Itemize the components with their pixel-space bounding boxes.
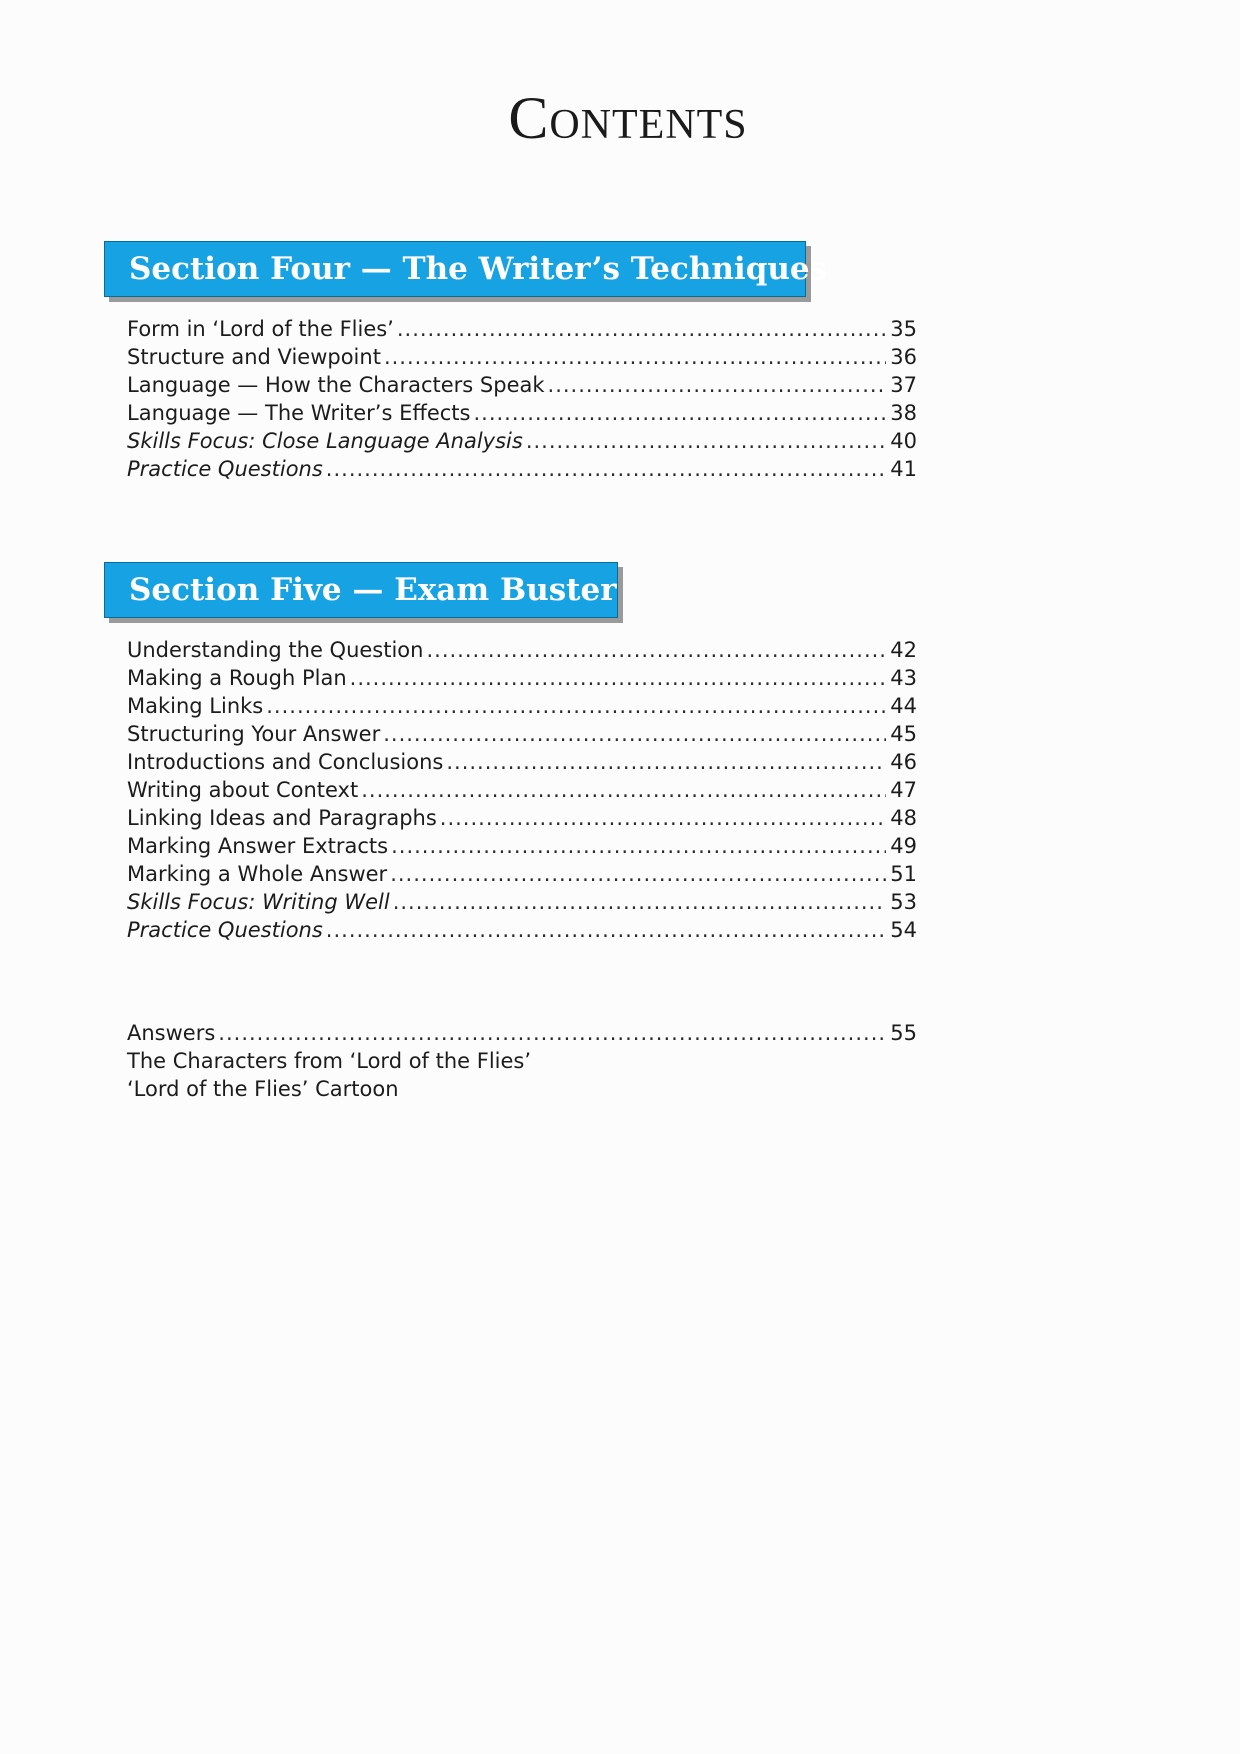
toc-entry-characters[interactable] (127, 1047, 917, 1075)
toc-entry-title: Understanding the Question (127, 638, 424, 662)
toc-leader-dots (384, 343, 886, 371)
toc-entry-title: Skills Focus: Writing Well (127, 890, 390, 914)
toc-entry[interactable] (127, 916, 917, 944)
section-five-toc-list (127, 636, 917, 944)
toc-entry-cartoon[interactable] (127, 1075, 917, 1103)
toc-leader-dots (350, 664, 887, 692)
toc-entry-page: 47 (890, 778, 917, 802)
toc-entry-title: Skills Focus: Close Language Analysis (127, 429, 523, 453)
toc-leader-dots (390, 860, 886, 888)
toc-entry[interactable] (127, 776, 917, 804)
toc-entry-title: Marking Answer Extracts (127, 834, 389, 858)
toc-entry-page: 43 (890, 666, 917, 690)
toc-entry-page: 45 (890, 722, 917, 746)
toc-leader-dots (526, 427, 886, 455)
toc-entry-page: 35 (890, 317, 917, 341)
toc-leader-dots (548, 371, 887, 399)
toc-entry-title: Structuring Your Answer (127, 722, 381, 746)
toc-entry[interactable] (127, 664, 917, 692)
toc-entry-title: Structure and Viewpoint (127, 345, 381, 369)
toc-entry-page: 37 (890, 373, 917, 397)
toc-entry-page: 38 (890, 401, 917, 425)
toc-entry[interactable] (127, 888, 917, 916)
toc-leader-dots (383, 720, 886, 748)
toc-entry-title: Practice Questions (127, 457, 323, 481)
toc-entry-page: 46 (890, 750, 917, 774)
toc-entry-title: Marking a Whole Answer (127, 862, 388, 886)
toc-entry-page: 48 (890, 806, 917, 830)
toc-entry[interactable] (127, 692, 917, 720)
toc-leader-dots (391, 832, 886, 860)
toc-leader-dots (218, 1019, 886, 1047)
toc-entry-page: 41 (890, 457, 917, 481)
toc-entry-title: The Characters from ‘Lord of the Flies’ (127, 1049, 532, 1073)
toc-entry-title: Practice Questions (127, 918, 323, 942)
toc-entry[interactable] (127, 720, 917, 748)
toc-entry-page: 49 (890, 834, 917, 858)
section-four-toc-list (127, 315, 917, 483)
toc-leader-dots (361, 776, 886, 804)
toc-entry[interactable] (127, 832, 917, 860)
toc-entry-page: 54 (890, 918, 917, 942)
toc-leader-dots (426, 636, 886, 664)
toc-entry-title: Language — How the Characters Speak (127, 373, 545, 397)
toc-entry-title: Linking Ideas and Paragraphs (127, 806, 437, 830)
toc-entry[interactable] (127, 804, 917, 832)
toc-entry[interactable] (127, 343, 917, 371)
toc-entry-title: Writing about Context (127, 778, 359, 802)
toc-leader-dots (473, 399, 886, 427)
toc-entry-page: 42 (890, 638, 917, 662)
toc-entry[interactable] (127, 371, 917, 399)
toc-leader-dots (440, 804, 886, 832)
section-four-heading: Section Four — The Writer’s Techniques (129, 251, 828, 287)
toc-entry-title: Introductions and Conclusions (127, 750, 444, 774)
toc-leader-dots (393, 888, 887, 916)
toc-entry-title: Making Links (127, 694, 264, 718)
toc-leader-dots (326, 916, 886, 944)
toc-entry[interactable] (127, 455, 917, 483)
toc-entry-page: 51 (890, 862, 917, 886)
toc-entry-title: Form in ‘Lord of the Flies’ (127, 317, 394, 341)
toc-entry[interactable] (127, 860, 917, 888)
toc-leader-dots (326, 455, 886, 483)
toc-entry-answers[interactable] (127, 1019, 917, 1047)
extras-toc-list (127, 1019, 917, 1103)
section-four-header (104, 241, 828, 297)
toc-entry[interactable] (127, 399, 917, 427)
section-five-heading: Section Five — Exam Buster (129, 572, 617, 608)
toc-entry-title: ‘Lord of the Flies’ Cartoon (127, 1077, 399, 1101)
toc-entry-page: 44 (890, 694, 917, 718)
page-title: Contents (508, 85, 748, 151)
toc-entry[interactable] (127, 427, 917, 455)
toc-entry-page: 55 (890, 1021, 917, 1045)
toc-entry-page: 40 (890, 429, 917, 453)
toc-entry-page: 36 (890, 345, 917, 369)
toc-entry-title: Making a Rough Plan (127, 666, 347, 690)
toc-entry[interactable] (127, 636, 917, 664)
toc-entry[interactable] (127, 315, 917, 343)
section-five-header (104, 562, 618, 618)
toc-entry-page: 53 (890, 890, 917, 914)
toc-leader-dots (446, 748, 886, 776)
toc-entry-title: Answers (127, 1021, 216, 1045)
toc-entry-title: Language — The Writer’s Effects (127, 401, 471, 425)
toc-entry[interactable] (127, 748, 917, 776)
toc-leader-dots (266, 692, 886, 720)
toc-leader-dots (397, 315, 886, 343)
